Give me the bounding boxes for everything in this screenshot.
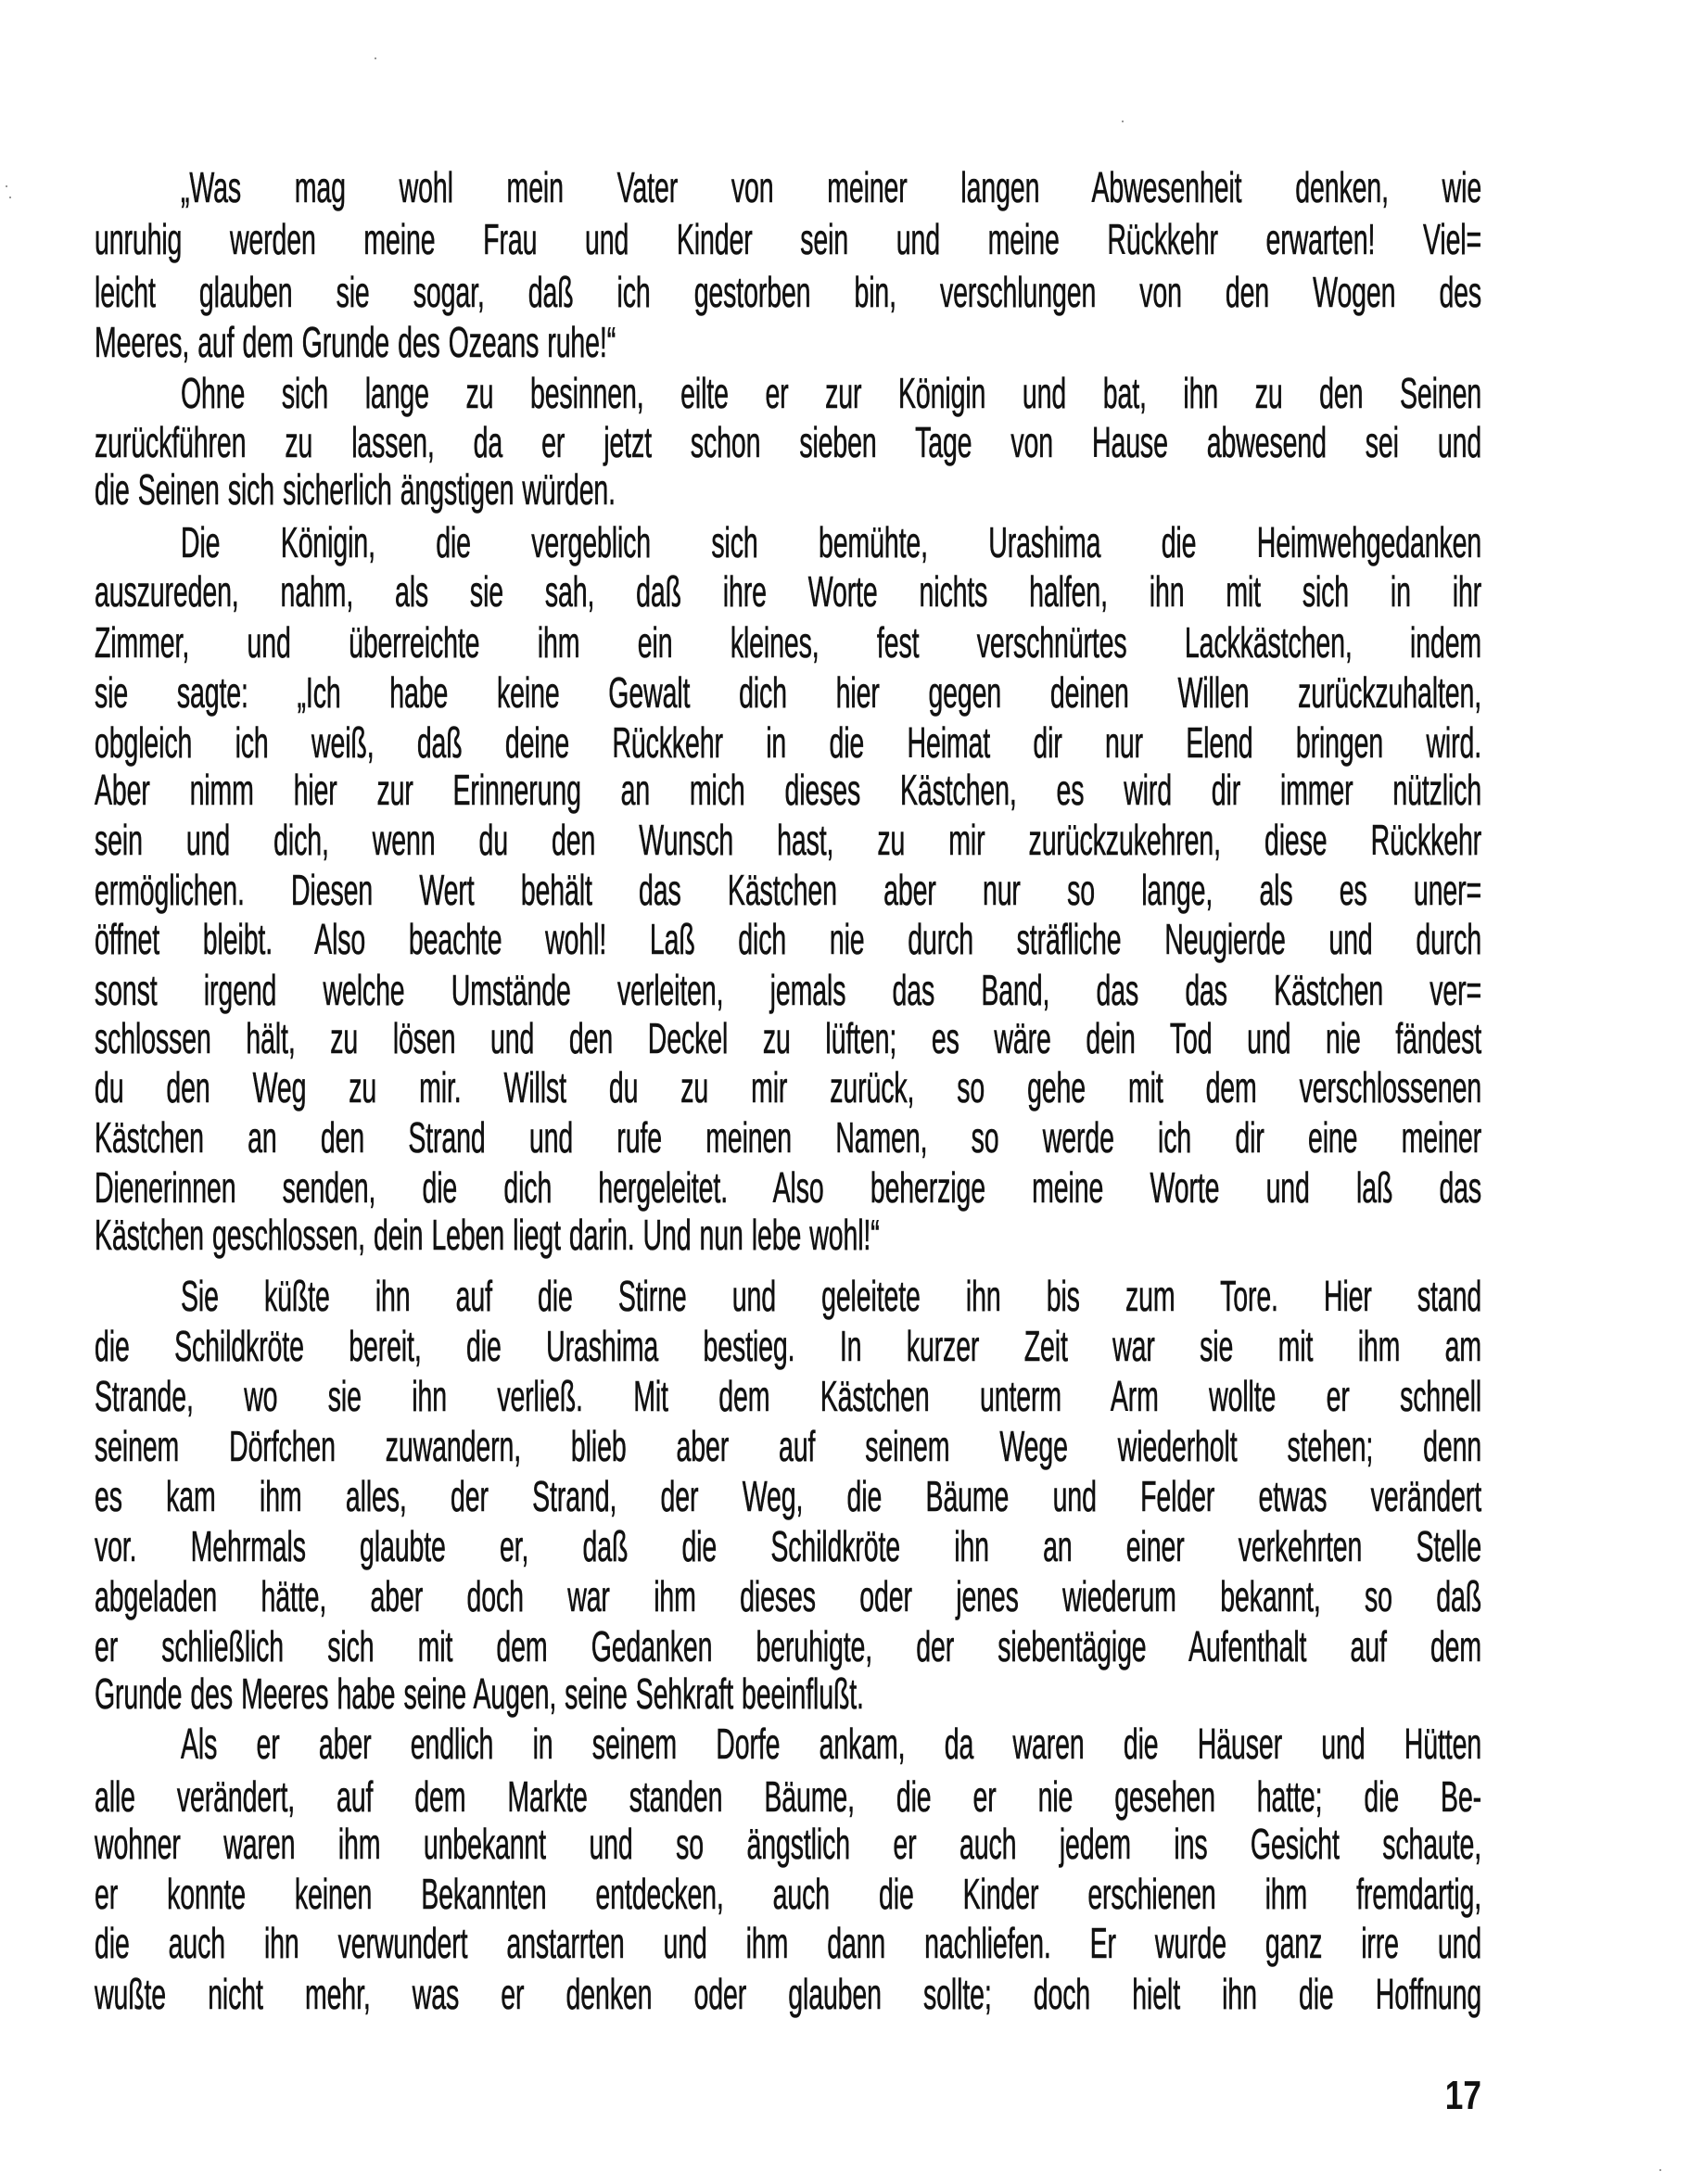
text-line: du den Weg zu mir. Willst du zu mir zurück, so gehe mit dem verschlossenen <box>95 1063 1482 1111</box>
text-line: die auch ihn verwundert anstarrten und ihm dann nachliefen. Er wurde ganz irre und <box>95 1919 1482 1967</box>
text-line: Kästchen an den Strand und rufe meinen Namen, so werde ich dir eine meiner <box>95 1113 1482 1162</box>
text-line: Strande, wo sie ihn verließ. Mit dem Kästchen unterm Arm wollte er schnell <box>95 1372 1482 1420</box>
scan-speck <box>1659 2169 1661 2171</box>
text-line: sein und dich, wenn du den Wunsch hast, zu mir zurückzukehren, diese Rückkehr <box>95 816 1482 864</box>
text-line: er schließlich sich mit dem Gedanken beruhigte, der siebentägige Aufenthalt auf dem <box>95 1622 1482 1670</box>
text-line: Zimmer, und überreichte ihm ein kleines, fest verschnürtes Lackkästchen, indem <box>95 618 1482 667</box>
text-line: vor. Mehrmals glaubte er, daß die Schildkröte ihn an einer verkehrten Stelle <box>95 1522 1482 1570</box>
scan-speck <box>6 185 7 187</box>
text-line: obgleich ich weiß, daß deine Rückkehr in die Heimat dir nur Elend bringen wird. <box>95 718 1482 767</box>
text-line: Ohne sich lange zu besinnen, eilte er zur Königin und bat, ihn zu den Seinen <box>181 369 1482 417</box>
text-line: leicht glauben sie sogar, daß ich gestorben bin, verschlungen von den Wogen des <box>95 268 1482 316</box>
text-line: auszureden, nahm, als sie sah, daß ihre Worte nichts halfen, ihn mit sich in ihr <box>95 567 1482 616</box>
text-line: es kam ihm alles, der Strand, der Weg, die Bäume und Felder etwas verändert <box>95 1472 1482 1520</box>
text-line: schlossen hält, zu lösen und den Deckel zu lüften; es wäre dein Tod und nie fändest <box>95 1014 1482 1062</box>
text-line: Als er aber endlich in seinem Dorfe ankam, da waren die Häuser und Hütten <box>181 1720 1482 1768</box>
text-line: wußte nicht mehr, was er denken oder glauben sollte; doch hielt ihn die Hoffnung <box>95 1970 1482 2018</box>
text-line: „Was mag wohl mein Vater von meiner langen Abwesenheit denken, wie <box>181 163 1482 211</box>
text-line: Dienerinnen senden, die dich hergeleitet. Also beherzige meine Worte und laß das <box>95 1163 1482 1212</box>
scan-speck <box>9 197 11 198</box>
text-line: die Seinen sich sicherlich ängstigen würden. <box>95 465 616 514</box>
text-line: wohner waren ihm unbekannt und so ängstlich er auch jedem ins Gesicht schaute, <box>95 1820 1482 1868</box>
text-line: Die Königin, die vergeblich sich bemühte, Urashima die Heimwehgedanken <box>181 518 1482 566</box>
text-line: öffnet bleibt. Also beachte wohl! Laß dich nie durch sträfliche Neugierde und durch <box>95 915 1482 963</box>
text-line: Aber nimm hier zur Erinnerung an mich dieses Kästchen, es wird dir immer nützlich <box>95 766 1482 814</box>
page-number: 17 <box>1444 2073 1481 2118</box>
text-line: alle verändert, auf dem Markte standen Bäume, die er nie gesehen hatte; die Be- <box>95 1772 1482 1821</box>
scan-speck <box>1122 121 1124 122</box>
text-line: Meeres, auf dem Grunde des Ozeans ruhe!“ <box>95 318 616 366</box>
text-line: Sie küßte ihn auf die Stirne und geleitete ihn bis zum Tore. Hier stand <box>181 1272 1482 1320</box>
text-line: Kästchen geschlossen, dein Leben liegt darin. Und nun lebe wohl!“ <box>95 1211 880 1259</box>
text-line: die Schildkröte bereit, die Urashima bestieg. In kurzer Zeit war sie mit ihm am <box>95 1322 1482 1370</box>
scan-speck <box>375 57 376 59</box>
text-line: unruhig werden meine Frau und Kinder sein und meine Rückkehr erwarten! Viel= <box>95 215 1482 263</box>
text-line: zurückführen zu lassen, da er jetzt schon sieben Tage von Hause abwesend sei und <box>95 418 1482 466</box>
text-line: sie sagte: „Ich habe keine Gewalt dich hier gegen deinen Willen zurückzuhalten, <box>95 668 1482 717</box>
text-line: abgeladen hätte, aber doch war ihm dieses oder jenes wiederum bekannt, so daß <box>95 1572 1482 1620</box>
text-line: ermöglichen. Diesen Wert behält das Kästchen aber nur so lange, als es uner= <box>95 866 1482 914</box>
text-line: er konnte keinen Bekannten entdecken, auch die Kinder erschienen ihm fremdartig, <box>95 1870 1482 1918</box>
text-line: Grunde des Meeres habe seine Augen, seine Sehkraft beeinflußt. <box>95 1670 864 1718</box>
text-line: seinem Dörfchen zuwandern, blieb aber auf seinem Wege wiederholt stehen; denn <box>95 1422 1482 1470</box>
text-line: sonst irgend welche Umstände verleiten, jemals das Band, das das Kästchen ver= <box>95 966 1482 1014</box>
